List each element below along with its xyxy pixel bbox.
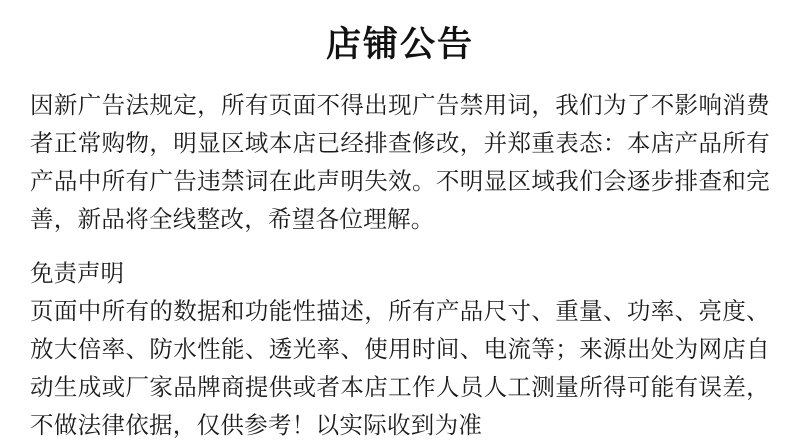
page-title: 店铺公告 xyxy=(325,25,474,64)
disclaimer-body: 页面中所有的数据和功能性描述，所有产品尺寸、重量、功率、亮度、放大倍率、防水性能、透光率、使用时间、电流等；来源出处为网店自动生成或厂家品牌商提供或者本店工作人员人工测量所得可能有误差，不做法律依据，仅供参考！以实际收到为准 xyxy=(30,298,770,438)
notice-main-paragraph: 因新广告法规定，所有页面不得出现广告禁用词，我们为了不影响消费者正常购物，明显区域本店已经排查修改，并郑重表态：本店产品所有产品中所有广告违禁词在此声明失效。不明显区域我们会逐步排查和完善，新品将全线整改，希望各位理解。 xyxy=(30,92,770,232)
disclaimer-heading: 免责声明 xyxy=(30,260,124,286)
